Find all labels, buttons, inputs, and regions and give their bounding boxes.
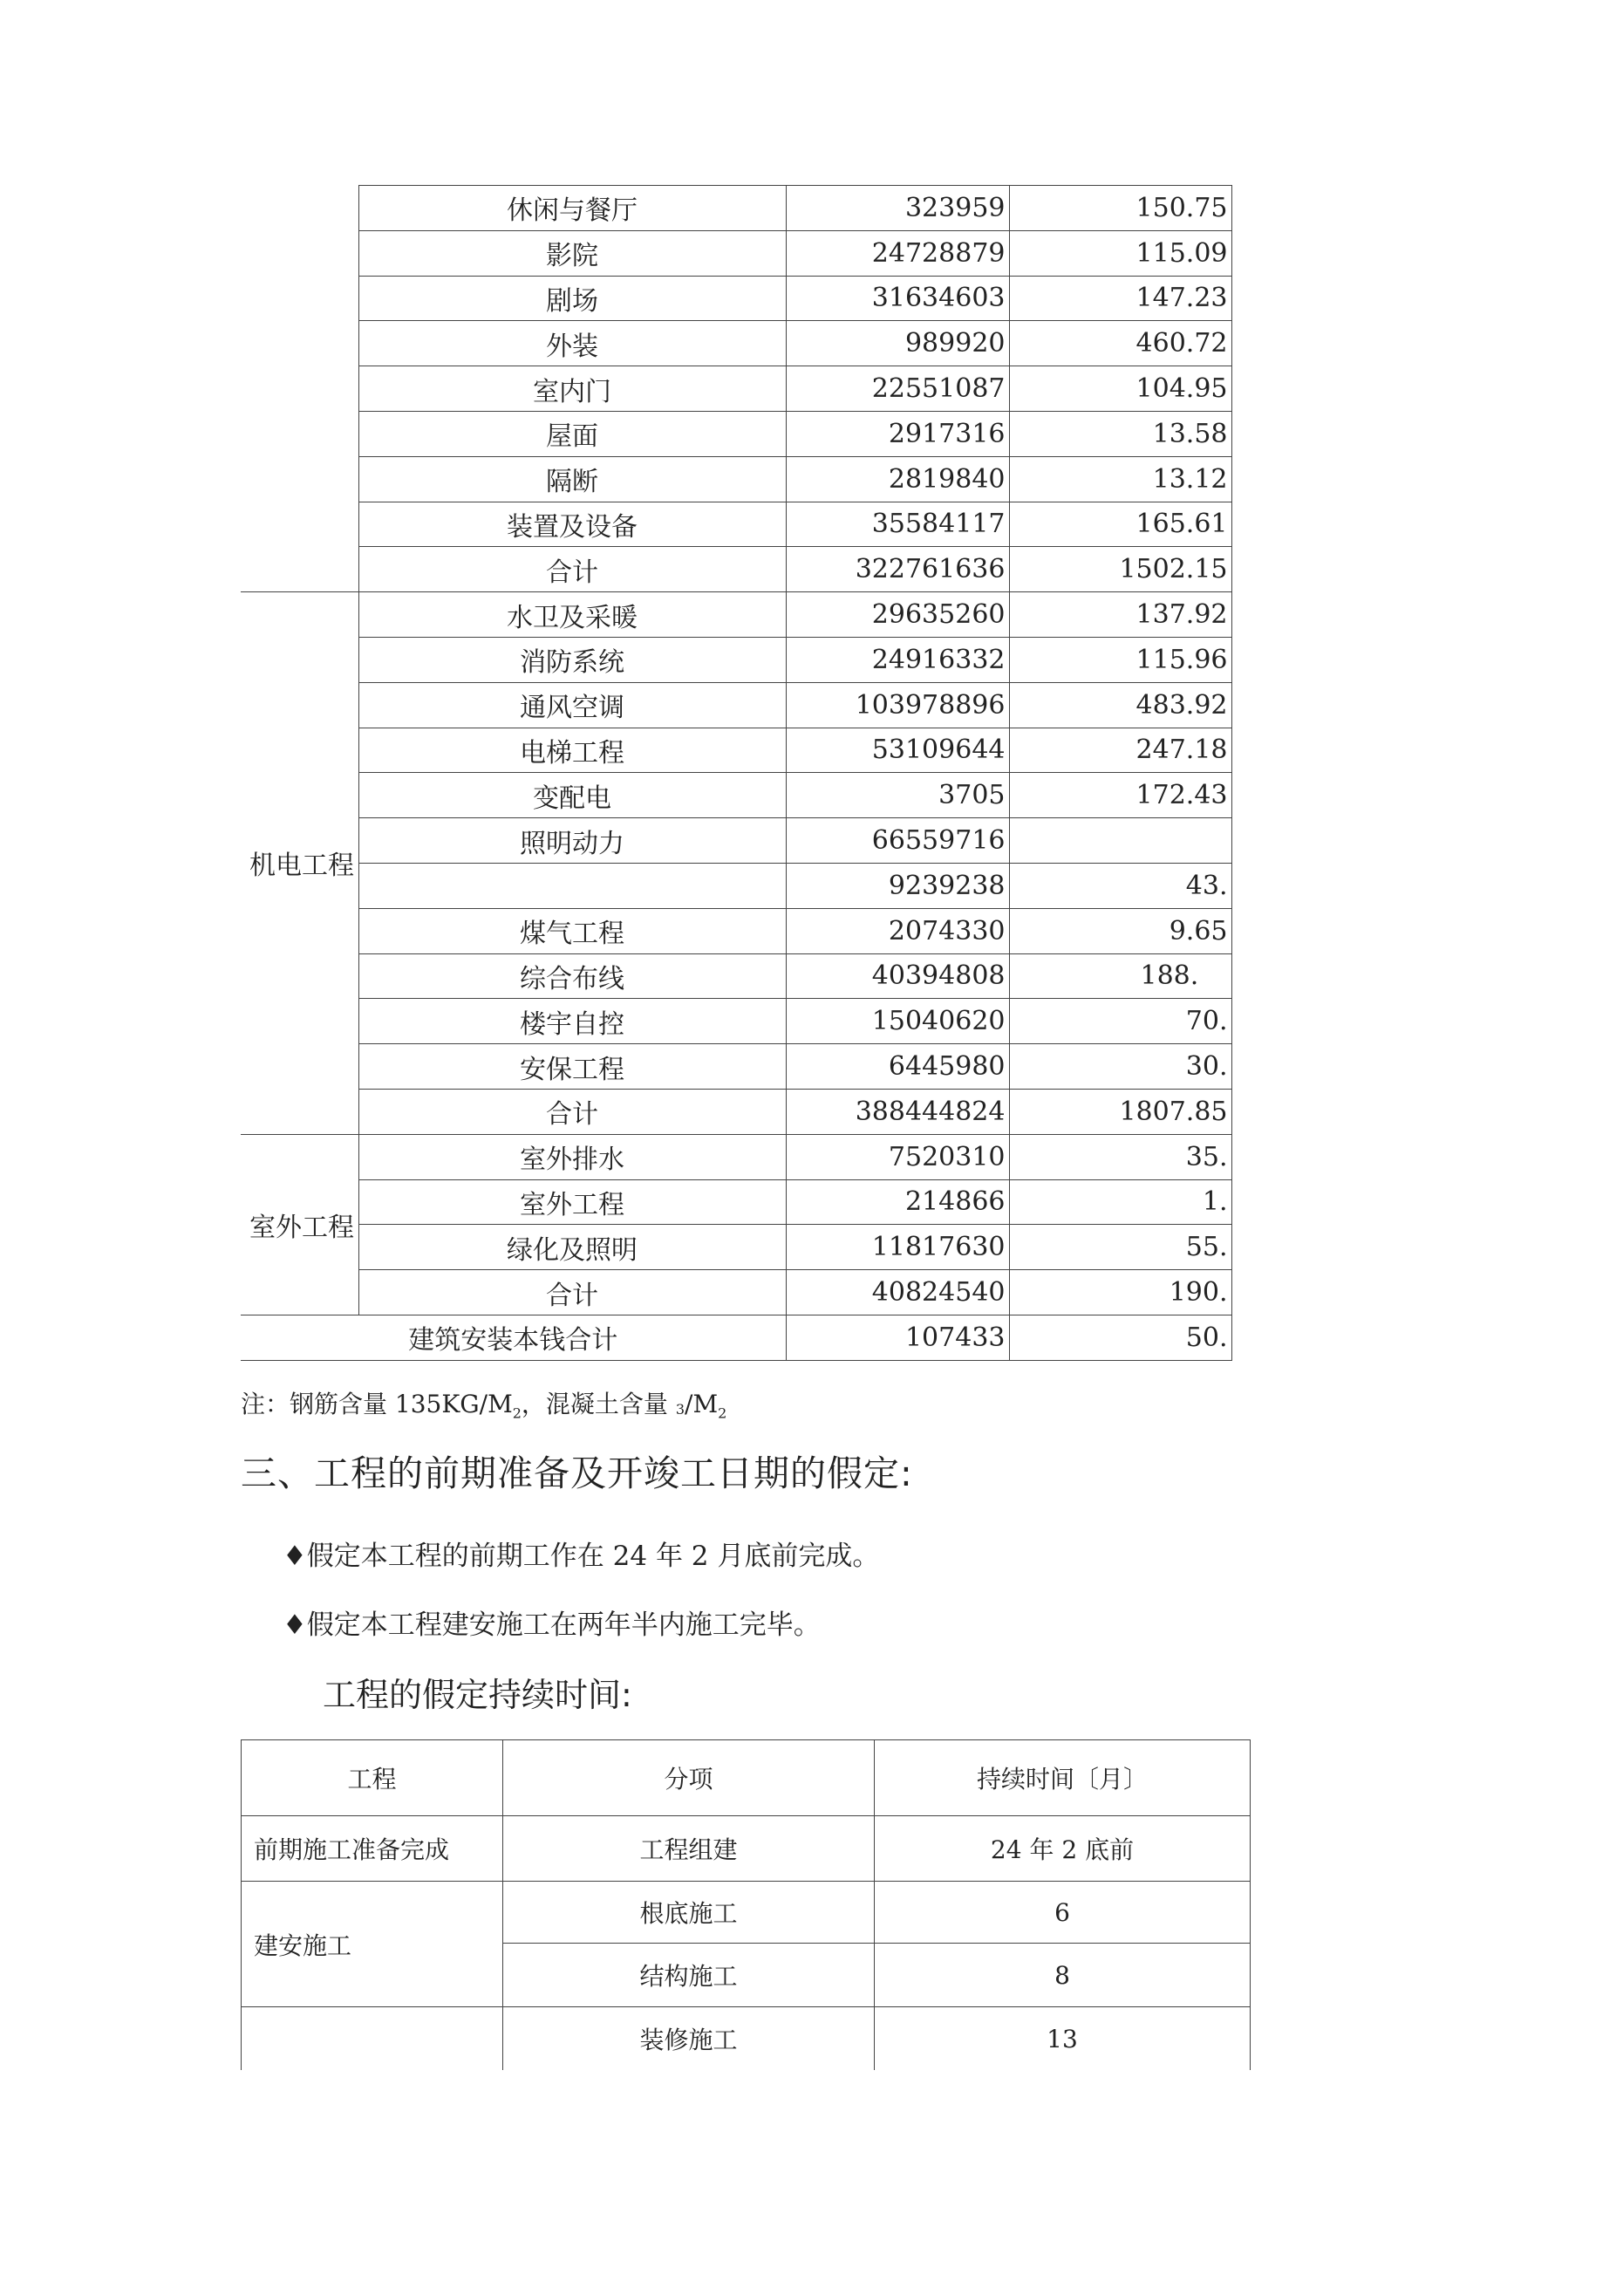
total-cell: 6445980 — [786, 1044, 1009, 1090]
item-cell: 根底施工 — [503, 1882, 875, 1944]
group-cell — [241, 186, 358, 592]
item-cell: 水卫及采暖 — [358, 592, 786, 638]
duration-cell: 13 — [875, 2007, 1251, 2071]
grand-total-unit: 50. — [1009, 1315, 1231, 1360]
table-row — [242, 2007, 1251, 2071]
table-row — [241, 1089, 1231, 1134]
item-cell: 装置及设备 — [358, 502, 786, 547]
unit-cell: 1. — [1009, 1179, 1231, 1225]
total-cell: 7520310 — [786, 1134, 1009, 1179]
total-cell: 322761636 — [786, 547, 1009, 592]
table-row — [241, 682, 1231, 728]
unit-cell: 30. — [1009, 1044, 1231, 1090]
table-header-row — [242, 1740, 1251, 1816]
table-row — [241, 230, 1231, 276]
total-cell: 214866 — [786, 1179, 1009, 1225]
table-row — [241, 186, 1231, 231]
total-cell: 24916332 — [786, 637, 1009, 682]
header-cell: 持续时间〔月〕 — [875, 1740, 1251, 1816]
item-cell: 合计 — [358, 547, 786, 592]
table-row — [241, 456, 1231, 502]
item-cell: 剧场 — [358, 276, 786, 321]
table-row — [241, 999, 1231, 1044]
section-heading: 三、工程的前期准备及开竣工日期的假定: — [241, 1452, 913, 1494]
unit-cell: 35. — [1009, 1134, 1231, 1179]
total-cell: 40394808 — [786, 953, 1009, 999]
table-row — [241, 863, 1231, 908]
unit-cell: 165.61 — [1009, 502, 1231, 547]
unit-cell — [1009, 818, 1231, 864]
unit-cell: 150.75 — [1009, 186, 1231, 231]
duration-cell: 24 年 2 底前 — [875, 1816, 1251, 1882]
bullet-item: ♦假定本工程建安施工在两年半内施工完毕。 — [283, 1609, 821, 1641]
table-row — [241, 366, 1231, 412]
total-cell: 9239238 — [786, 863, 1009, 908]
item-cell: 装修施工 — [503, 2007, 875, 2071]
unit-cell: 115.96 — [1009, 637, 1231, 682]
unit-cell: 55. — [1009, 1225, 1231, 1270]
item-cell: 安保工程 — [358, 1044, 786, 1090]
total-cell: 22551087 — [786, 366, 1009, 412]
item-cell: 影院 — [358, 230, 786, 276]
item-cell: 通风空调 — [358, 682, 786, 728]
unit-cell: 13.58 — [1009, 411, 1231, 456]
item-cell: 室外工程 — [358, 1179, 786, 1225]
grand-total-row — [241, 1315, 1231, 1360]
bullet-item: ♦假定本工程的前期工作在 24 年 2 月底前完成。 — [283, 1541, 880, 1572]
footnote: 注：钢筋含量 $135KG/M_2$，混凝土含量 $3/M_2$ — [241, 1390, 727, 1422]
table-row — [241, 908, 1231, 953]
unit-cell: 460.72 — [1009, 321, 1231, 366]
total-cell: 3705 — [786, 773, 1009, 818]
grand-total-value: 107433 — [786, 1315, 1009, 1360]
table-row — [241, 1270, 1231, 1315]
item-cell: 绿化及照明 — [358, 1225, 786, 1270]
duration-cell: 8 — [875, 1944, 1251, 2007]
total-cell: 2819840 — [786, 456, 1009, 502]
table-row — [241, 773, 1231, 818]
item-cell: 电梯工程 — [358, 728, 786, 773]
item-cell: 室内门 — [358, 366, 786, 412]
table-row — [241, 637, 1231, 682]
total-cell: 323959 — [786, 186, 1009, 231]
group-cell: 室外工程 — [241, 1134, 358, 1315]
unit-cell: 147.23 — [1009, 276, 1231, 321]
unit-cell: 104.95 — [1009, 366, 1231, 412]
schedule-heading: 工程的假定持续时间: — [323, 1676, 632, 1714]
project-cell: 前期施工准备完成 — [242, 1816, 503, 1882]
unit-cell: 13.12 — [1009, 456, 1231, 502]
unit-cell: 43. — [1009, 863, 1231, 908]
total-cell: 53109644 — [786, 728, 1009, 773]
table-row — [241, 502, 1231, 547]
total-cell: 388444824 — [786, 1089, 1009, 1134]
total-cell: 35584117 — [786, 502, 1009, 547]
item-cell: 煤气工程 — [358, 908, 786, 953]
header-cell: 工程 — [242, 1740, 503, 1816]
total-cell: 40824540 — [786, 1270, 1009, 1315]
unit-cell: 9.65 — [1009, 908, 1231, 953]
item-cell: 消防系统 — [358, 637, 786, 682]
item-cell: 屋面 — [358, 411, 786, 456]
item-cell: 合计 — [358, 1089, 786, 1134]
table-row — [241, 276, 1231, 321]
item-cell: 隔断 — [358, 456, 786, 502]
total-cell: 989920 — [786, 321, 1009, 366]
item-cell: 合计 — [358, 1270, 786, 1315]
unit-cell: 137.92 — [1009, 592, 1231, 638]
unit-cell: 188. — [1009, 953, 1231, 999]
unit-cell: 247.18 — [1009, 728, 1231, 773]
item-cell — [358, 863, 786, 908]
table-row — [241, 818, 1231, 864]
table-row — [241, 321, 1231, 366]
total-cell: 15040620 — [786, 999, 1009, 1044]
unit-cell: 1807.85 — [1009, 1089, 1231, 1134]
grand-total-label: 建筑安装本钱合计 — [241, 1315, 786, 1360]
item-cell: 休闲与餐厅 — [358, 186, 786, 231]
table-row — [241, 1134, 1231, 1179]
total-cell: 31634603 — [786, 276, 1009, 321]
unit-cell: 483.92 — [1009, 682, 1231, 728]
unit-cell: 172.43 — [1009, 773, 1231, 818]
table-row — [241, 953, 1231, 999]
table-row — [241, 1225, 1231, 1270]
total-cell: 29635260 — [786, 592, 1009, 638]
table-row — [241, 411, 1231, 456]
table-row — [241, 1044, 1231, 1090]
unit-cell: 115.09 — [1009, 230, 1231, 276]
duration-cell: 6 — [875, 1882, 1251, 1944]
total-cell: 103978896 — [786, 682, 1009, 728]
total-cell: 24728879 — [786, 230, 1009, 276]
group-cell: 机电工程 — [241, 592, 358, 1135]
total-cell: 2917316 — [786, 411, 1009, 456]
header-cell: 分项 — [503, 1740, 875, 1816]
unit-cell: 190. — [1009, 1270, 1231, 1315]
item-cell: 楼宇自控 — [358, 999, 786, 1044]
total-cell: 11817630 — [786, 1225, 1009, 1270]
project-cell — [242, 2007, 503, 2071]
table-row — [242, 1882, 1251, 1944]
item-cell: 照明动力 — [358, 818, 786, 864]
cost-table — [241, 185, 1232, 1361]
item-cell: 结构施工 — [503, 1944, 875, 2007]
item-cell: 工程组建 — [503, 1816, 875, 1882]
total-cell: 66559716 — [786, 818, 1009, 864]
schedule-table — [241, 1739, 1251, 2070]
item-cell: 室外排水 — [358, 1134, 786, 1179]
total-cell: 2074330 — [786, 908, 1009, 953]
table-row — [241, 728, 1231, 773]
item-cell: 变配电 — [358, 773, 786, 818]
unit-cell: 1502.15 — [1009, 547, 1231, 592]
table-row — [241, 547, 1231, 592]
table-row — [241, 1179, 1231, 1225]
table-row — [241, 592, 1231, 638]
table-row — [242, 1816, 1251, 1882]
project-cell: 建安施工 — [242, 1882, 503, 2007]
item-cell: 外装 — [358, 321, 786, 366]
unit-cell: 70. — [1009, 999, 1231, 1044]
item-cell: 综合布线 — [358, 953, 786, 999]
